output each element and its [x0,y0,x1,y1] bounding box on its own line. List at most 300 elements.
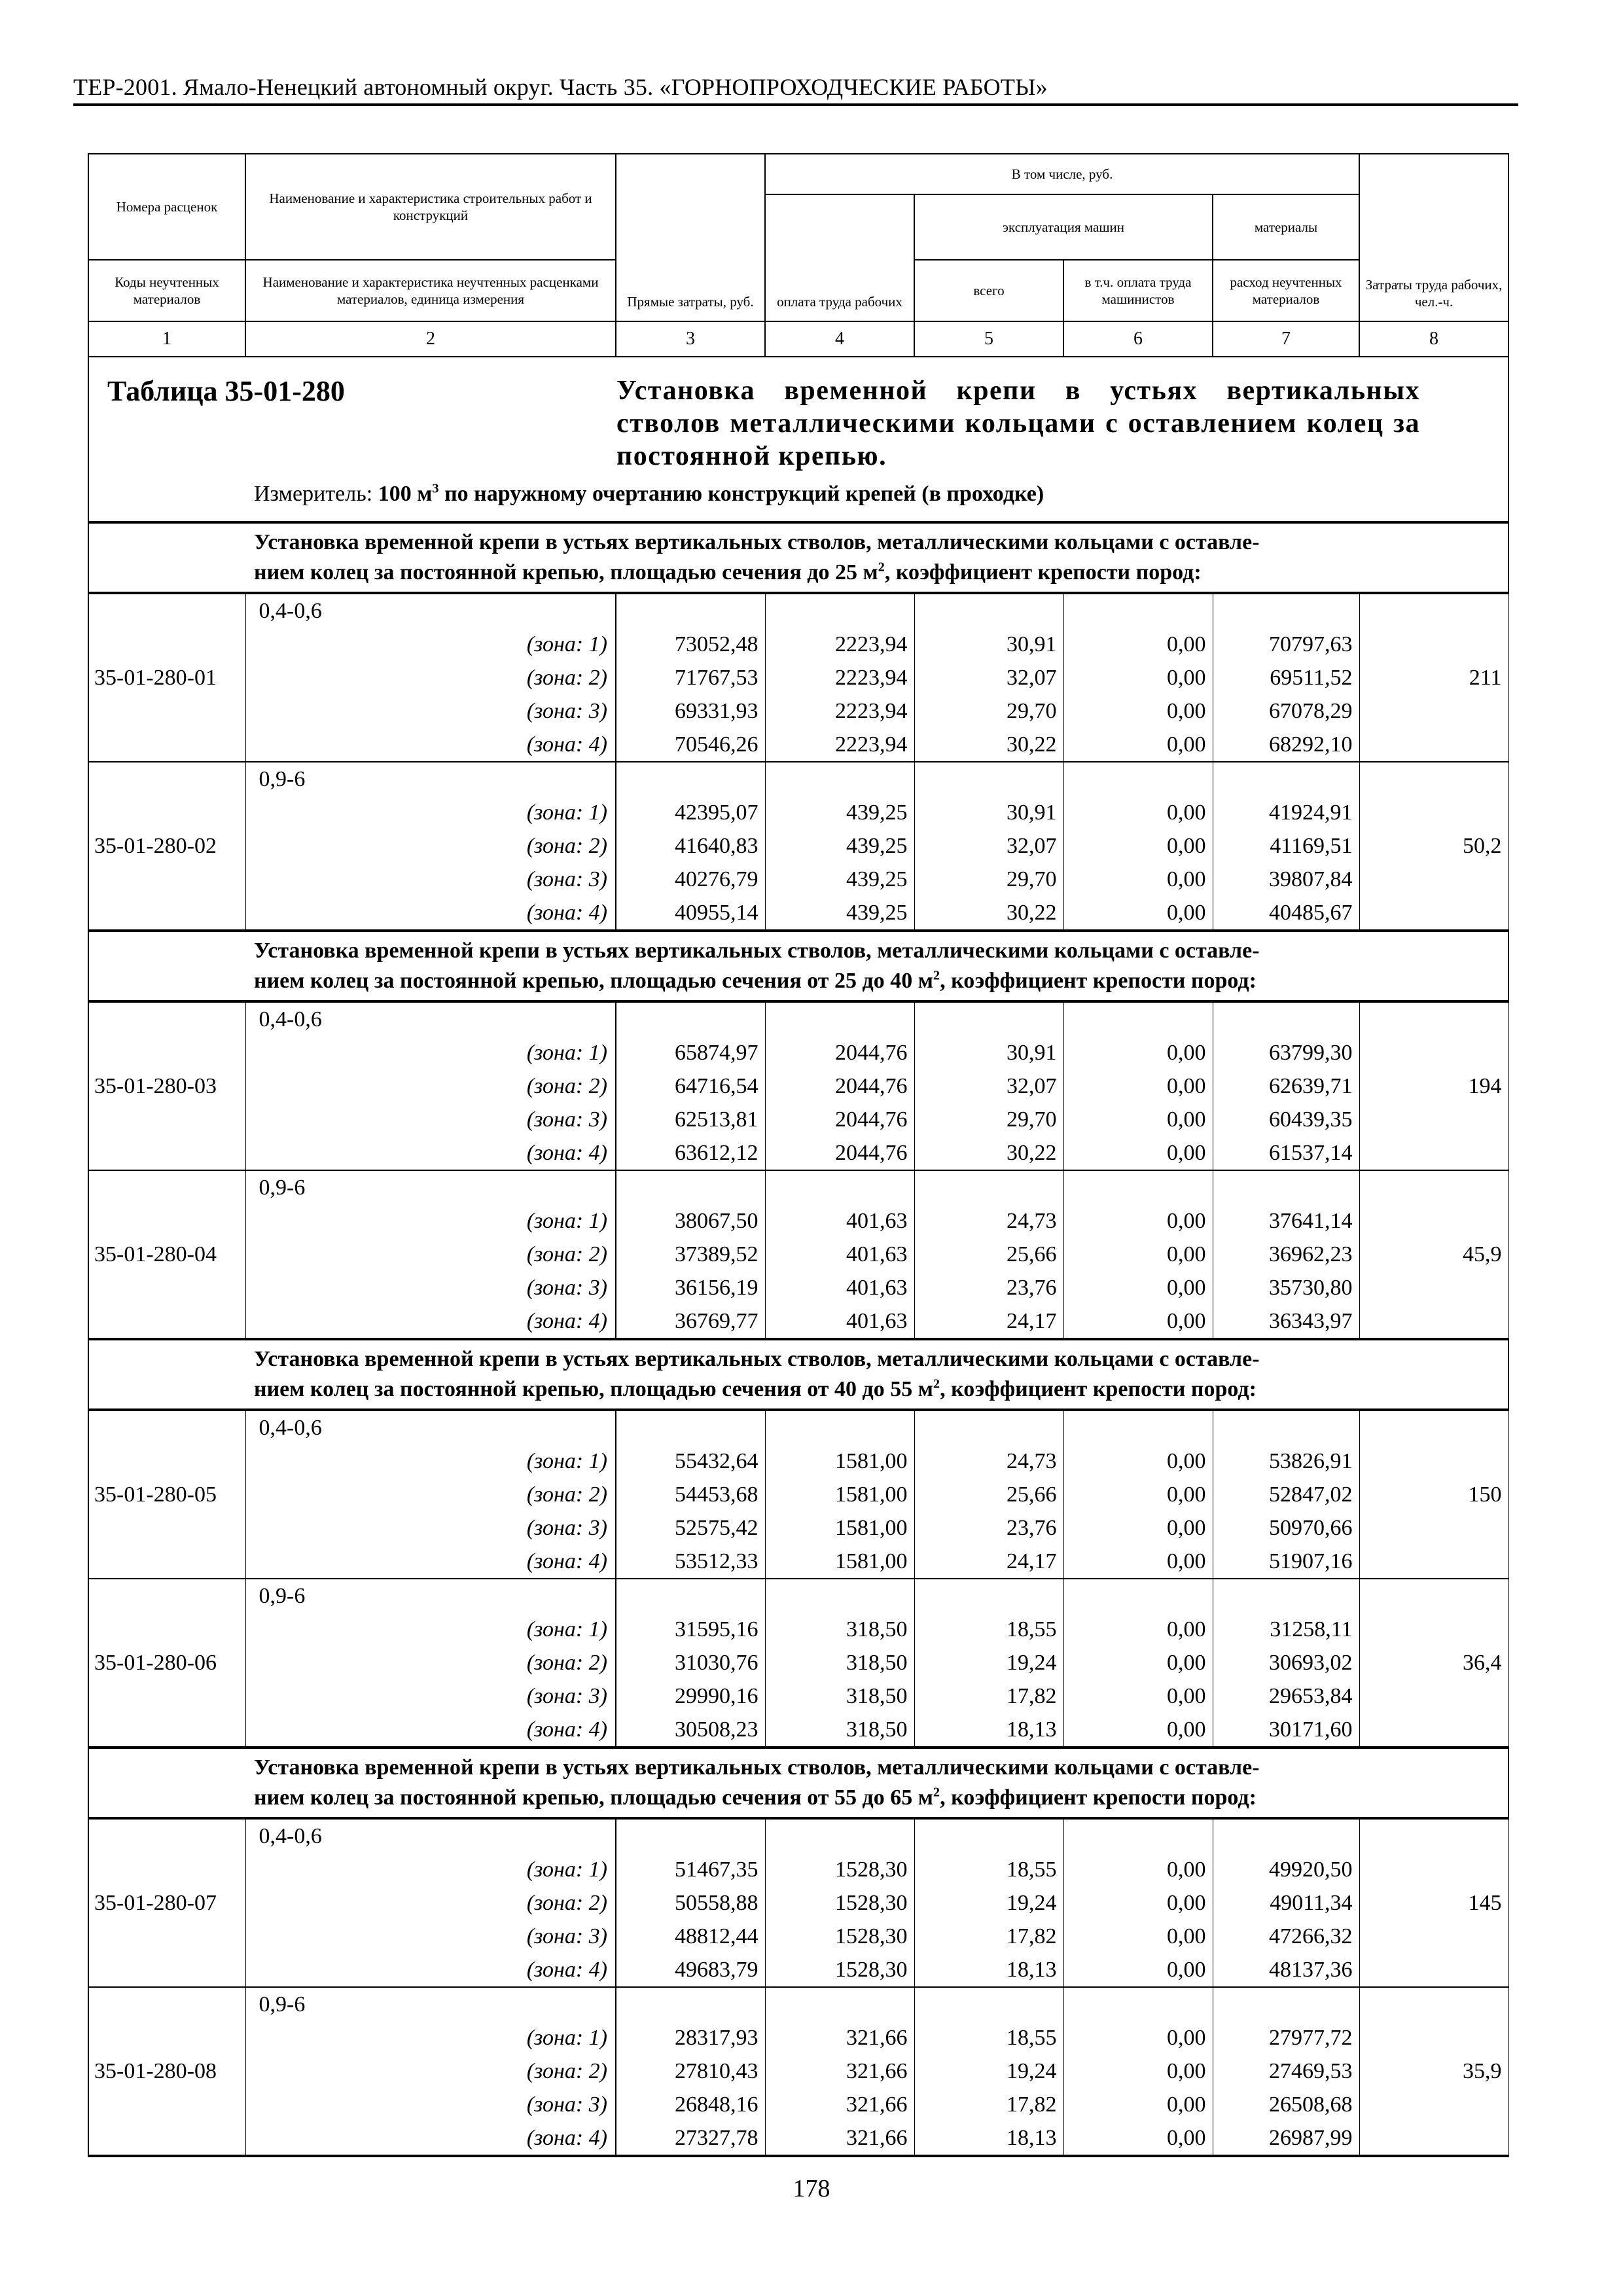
cell-operators [1063,1001,1213,1170]
cell-direct [616,1579,765,1748]
cell-operators [1063,1579,1213,1748]
value-materials: 52847,02 [1269,1482,1353,1507]
value-wages: 1581,00 [835,1482,908,1507]
value-wages: 2044,76 [835,1107,908,1132]
value-machines: 30,22 [1007,1141,1057,1165]
rock-coefficient: 0,9-6 [259,1992,306,2017]
header-col3: Прямые затраты, руб. [616,154,765,321]
zone-label: (зона: 2) [526,666,607,690]
value-machines: 23,76 [1007,1516,1057,1540]
value-machines: 18,13 [1007,1717,1057,1742]
rate-code [88,762,245,931]
value-operators: 0,00 [1167,800,1206,825]
value-wages: 401,63 [846,1209,908,1233]
zone-label: (зона: 4) [526,2126,607,2150]
value-materials: 67078,29 [1269,699,1353,723]
value-operators: 0,00 [1167,901,1206,925]
rate-code-text: 35-01-280-05 [94,1482,217,1507]
value-operators: 0,00 [1167,2092,1206,2117]
table-row [88,1579,1508,1748]
section-line-2-tail: , коэффициент крепости пород: [940,1377,1257,1401]
section-line-2-tail: , коэффициент крепости пород: [940,1785,1257,1810]
table-number: Таблица 35-01-280 [107,375,345,407]
value-machines: 17,82 [1007,1924,1057,1948]
value-materials: 60439,35 [1269,1107,1353,1132]
zone-label: (зона: 3) [526,867,607,891]
cell-operators [1063,762,1213,931]
value-machines: 19,24 [1007,1651,1057,1675]
column-number: 3 [616,321,765,357]
value-direct: 40955,14 [675,901,758,925]
value-machines: 30,91 [1007,800,1057,825]
cell-operators [1063,1410,1213,1579]
value-direct: 27327,78 [675,2126,758,2150]
section-heading [88,931,1508,1001]
zone-label: (зона: 2) [526,1074,607,1098]
zone-label: (зона: 1) [526,800,607,825]
cell-wages [765,1987,914,2156]
cell-labor [1359,1818,1508,1987]
value-labor: 150 [1468,1482,1502,1507]
value-labor: 35,9 [1463,2059,1502,2083]
header-col1-bottom: Коды неучтенных материалов [88,260,245,321]
cell-wages [765,593,914,762]
value-operators: 0,00 [1167,1891,1206,1915]
header-rule [73,103,1518,106]
value-wages: 321,66 [846,2126,908,2150]
value-wages: 318,50 [846,1684,908,1708]
value-materials: 31258,11 [1270,1617,1353,1641]
table-title-block [88,357,1508,522]
value-machines: 32,07 [1007,834,1057,858]
value-machines: 29,70 [1007,1107,1057,1132]
price-table [88,153,1509,2157]
value-machines: 29,70 [1007,699,1057,723]
value-machines: 19,24 [1007,1891,1057,1915]
rate-code [88,1170,245,1339]
value-operators: 0,00 [1167,1482,1206,1507]
value-wages: 401,63 [846,1309,908,1333]
cell-machines [914,762,1063,931]
cell-direct [616,1818,765,1987]
cell-direct [616,762,765,931]
cell-labor [1359,762,1508,931]
cell-operators [1063,1818,1213,1987]
section-heading [88,1748,1508,1818]
value-wages: 318,50 [846,1717,908,1742]
value-machines: 18,55 [1007,1617,1057,1641]
cell-labor [1359,1579,1508,1748]
value-wages: 401,63 [846,1242,908,1266]
value-operators: 0,00 [1167,1449,1206,1473]
measure-sup: 3 [432,481,439,496]
zone-label: (зона: 4) [526,732,607,757]
value-operators: 0,00 [1167,1924,1206,1948]
value-materials: 26987,99 [1269,2126,1353,2150]
value-operators: 0,00 [1167,1651,1206,1675]
cell-operators [1063,1987,1213,2156]
value-materials: 36962,23 [1269,1242,1353,1266]
value-operators: 0,00 [1167,1242,1206,1266]
value-operators: 0,00 [1167,834,1206,858]
value-operators: 0,00 [1167,1309,1206,1333]
zone-label: (зона: 3) [526,1516,607,1540]
value-machines: 24,17 [1007,1309,1057,1333]
column-number: 2 [245,321,616,357]
zone-label: (зона: 2) [526,1891,607,1915]
value-wages: 2223,94 [835,632,908,656]
zone-label: (зона: 3) [526,699,607,723]
rate-code [88,1001,245,1170]
section-line-1: Установка временной крепи в устьях вертикальных стволов, металлическими кольцами с оставле- [254,939,1260,963]
section-row [88,931,1508,1001]
value-direct: 31595,16 [675,1617,758,1641]
value-direct: 31030,76 [675,1651,758,1675]
value-wages: 401,63 [846,1276,908,1300]
measure-line [254,482,1044,507]
value-operators: 0,00 [1167,666,1206,690]
value-labor: 145 [1468,1891,1502,1915]
value-wages: 439,25 [846,834,908,858]
value-materials: 30693,02 [1269,1651,1353,1675]
value-direct: 29990,16 [675,1684,758,1708]
value-materials: 37641,14 [1269,1209,1353,1233]
column-number: 1 [88,321,245,357]
table-title: Установка временной крепи в устьях вертикальных стволов металлическими кольцами с оставлением колец за постоянной крепью. [616,376,1420,471]
zone-label: (зона: 1) [526,632,607,656]
value-operators: 0,00 [1167,699,1206,723]
value-wages: 1581,00 [835,1549,908,1573]
cell-direct [616,593,765,762]
value-direct: 28317,93 [675,2026,758,2050]
column-number: 7 [1213,321,1359,357]
value-direct: 65874,97 [675,1041,758,1065]
value-machines: 17,82 [1007,2092,1057,2117]
table-row [88,762,1508,931]
zone-label: (зона: 4) [526,1958,607,1982]
cell-wages [765,1410,914,1579]
value-direct: 38067,50 [675,1209,758,1233]
section-line-2-text: нием колец за постоянной крепью, площадью сечения до 25 м [254,560,878,584]
value-operators: 0,00 [1167,1958,1206,1982]
value-direct: 62513,81 [675,1107,758,1132]
value-materials: 53826,91 [1269,1449,1353,1473]
value-materials: 26508,68 [1269,2092,1353,2117]
cell-wages [765,1579,914,1748]
cell-direct [616,1001,765,1170]
value-direct: 55432,64 [675,1449,758,1473]
value-materials: 40485,67 [1269,901,1353,925]
value-materials: 35730,80 [1269,1276,1353,1300]
section-line-2-sup: 2 [933,968,940,983]
value-wages: 2044,76 [835,1074,908,1098]
section-heading [88,1339,1508,1410]
value-machines: 32,07 [1007,1074,1057,1098]
section-line-1: Установка временной крепи в устьях вертикальных стволов, металлическими кольцами с оставле- [254,1347,1260,1371]
zone-label: (зона: 1) [526,1209,607,1233]
cell-materials [1213,1579,1359,1748]
value-wages: 2223,94 [835,699,908,723]
value-wages: 321,66 [846,2092,908,2117]
rate-description [245,1170,616,1339]
zone-label: (зона: 3) [526,1684,607,1708]
header-col2-bottom: Наименование и характеристика неучтенных расценками материалов, единица измерения [245,260,616,321]
header-col8: Затраты труда рабочих, чел.-ч. [1359,154,1508,321]
zone-label: (зона: 3) [526,1107,607,1132]
value-operators: 0,00 [1167,867,1206,891]
rate-description [245,1818,616,1987]
cell-materials [1213,593,1359,762]
value-labor: 211 [1469,666,1502,690]
value-operators: 0,00 [1167,1717,1206,1742]
value-materials: 70797,63 [1269,632,1353,656]
value-wages: 2223,94 [835,732,908,757]
zone-label: (зона: 3) [526,1276,607,1300]
value-direct: 41640,83 [675,834,758,858]
rate-code [88,1410,245,1579]
rate-description [245,1410,616,1579]
column-number: 4 [765,321,914,357]
zone-label: (зона: 2) [526,1242,607,1266]
value-materials: 41169,51 [1270,834,1353,858]
section-line-2-sup: 2 [933,1785,940,1800]
value-materials: 36343,97 [1269,1309,1353,1333]
value-machines: 25,66 [1007,1482,1057,1507]
value-wages: 1581,00 [835,1516,908,1540]
section-line-2-text: нием колец за постоянной крепью, площадью сечения от 55 до 65 м [254,1785,933,1810]
rate-code-text: 35-01-280-06 [94,1651,217,1675]
measure-value: 100 м [378,482,433,506]
value-wages: 321,66 [846,2059,908,2083]
value-machines: 18,55 [1007,2026,1057,2050]
value-wages: 1581,00 [835,1449,908,1473]
value-wages: 1528,30 [835,1958,908,1982]
section-line-2-sup: 2 [878,560,885,575]
rate-description [245,1987,616,2156]
rate-code-text: 35-01-280-02 [94,834,217,858]
cell-machines [914,593,1063,762]
cell-labor [1359,1170,1508,1339]
rock-coefficient: 0,4-0,6 [259,1416,322,1440]
cell-direct [616,1170,765,1339]
value-materials: 49920,50 [1269,1857,1353,1882]
zone-label: (зона: 3) [526,1924,607,1948]
value-materials: 41924,91 [1269,800,1353,825]
value-operators: 0,00 [1167,1857,1206,1882]
value-direct: 37389,52 [675,1242,758,1266]
section-line-1: Установка временной крепи в устьях вертикальных стволов, металлическими кольцами с оставле- [254,530,1260,554]
value-labor: 36,4 [1463,1651,1502,1675]
value-operators: 0,00 [1167,1549,1206,1573]
table-row [88,1818,1508,1987]
header-materials-label: материалы [1213,194,1359,260]
rock-coefficient: 0,9-6 [259,767,306,791]
value-direct: 36769,77 [675,1309,758,1333]
value-wages: 1528,30 [835,1891,908,1915]
rate-description [245,762,616,931]
value-operators: 0,00 [1167,1276,1206,1300]
header-col1-top: Номера расценок [88,154,245,260]
value-operators: 0,00 [1167,1617,1206,1641]
value-materials: 69511,52 [1270,666,1353,690]
rate-code-text: 35-01-280-01 [94,666,217,690]
value-direct: 42395,07 [675,800,758,825]
cell-materials [1213,1001,1359,1170]
cell-machines [914,1818,1063,1987]
value-machines: 23,76 [1007,1276,1057,1300]
value-machines: 18,13 [1007,2126,1057,2150]
value-wages: 321,66 [846,2026,908,2050]
value-materials: 62639,71 [1269,1074,1353,1098]
zone-label: (зона: 1) [526,1449,607,1473]
value-direct: 51467,35 [675,1857,758,1882]
cell-materials [1213,1818,1359,1987]
value-machines: 30,22 [1007,901,1057,925]
value-operators: 0,00 [1167,2059,1206,2083]
section-row [88,1339,1508,1410]
rate-code [88,1818,245,1987]
value-machines: 30,22 [1007,732,1057,757]
value-materials: 49011,34 [1270,1891,1353,1915]
value-direct: 36156,19 [675,1276,758,1300]
column-number: 8 [1359,321,1508,357]
value-materials: 27469,53 [1269,2059,1353,2083]
rate-description [245,593,616,762]
cell-wages [765,1001,914,1170]
rock-coefficient: 0,4-0,6 [259,1824,322,1848]
value-wages: 318,50 [846,1617,908,1641]
section-line-2-sup: 2 [933,1376,940,1391]
value-operators: 0,00 [1167,1041,1206,1065]
rate-code [88,593,245,762]
section-line-2-text: нием колец за постоянной крепью, площадью сечения от 25 до 40 м [254,969,933,993]
value-wages: 2044,76 [835,1041,908,1065]
table-row [88,1001,1508,1170]
rock-coefficient: 0,4-0,6 [259,599,322,623]
zone-label: (зона: 4) [526,1309,607,1333]
column-number: 5 [914,321,1063,357]
value-machines: 32,07 [1007,666,1057,690]
value-operators: 0,00 [1167,2126,1206,2150]
cell-machines [914,1170,1063,1339]
cell-materials [1213,1987,1359,2156]
value-operators: 0,00 [1167,1684,1206,1708]
value-materials: 29653,84 [1269,1684,1353,1708]
value-materials: 48137,36 [1269,1958,1353,1982]
header-col7: расход неучтенных материалов [1213,260,1359,321]
section-row [88,1748,1508,1818]
value-machines: 18,55 [1007,1857,1057,1882]
zone-label: (зона: 3) [526,2092,607,2117]
measure-rest: по наружному очертанию конструкций крепей (в проходке) [444,482,1044,506]
cell-wages [765,1818,914,1987]
value-wages: 318,50 [846,1651,908,1675]
value-wages: 439,25 [846,800,908,825]
value-direct: 48812,44 [675,1924,758,1948]
value-wages: 439,25 [846,867,908,891]
value-materials: 50970,66 [1269,1516,1353,1540]
value-direct: 50558,88 [675,1891,758,1915]
rate-code [88,1987,245,2156]
value-operators: 0,00 [1167,1209,1206,1233]
value-direct: 63612,12 [675,1141,758,1165]
section-heading [88,522,1508,593]
cell-direct [616,1410,765,1579]
value-operators: 0,00 [1167,2026,1206,2050]
header-col2-top: Наименование и характеристика строительных работ и конструкций [245,154,616,260]
cell-wages [765,1170,914,1339]
value-direct: 40276,79 [675,867,758,891]
section-row [88,522,1508,593]
value-materials: 27977,72 [1269,2026,1353,2050]
cell-materials [1213,1410,1359,1579]
value-materials: 30171,60 [1269,1717,1353,1742]
cell-machines [914,1987,1063,2156]
table-row [88,1410,1508,1579]
measure-label: Измеритель: [254,482,373,506]
header-group-label: В том числе, руб. [765,154,1359,194]
cell-operators [1063,593,1213,762]
cell-materials [1213,1170,1359,1339]
value-operators: 0,00 [1167,1141,1206,1165]
section-line-2 [254,966,1508,996]
cell-labor [1359,1410,1508,1579]
header-col5: всего [914,260,1063,321]
cell-direct [616,1987,765,2156]
value-wages: 1528,30 [835,1924,908,1948]
value-labor: 50,2 [1463,834,1502,858]
value-direct: 54453,68 [675,1482,758,1507]
section-line-2-text: нием колец за постоянной крепью, площадью сечения от 40 до 55 м [254,1377,933,1401]
value-direct: 64716,54 [675,1074,758,1098]
section-line-2 [254,1374,1508,1405]
value-operators: 0,00 [1167,1074,1206,1098]
zone-label: (зона: 1) [526,1617,607,1641]
cell-machines [914,1579,1063,1748]
value-direct: 69331,93 [675,699,758,723]
value-machines: 19,24 [1007,2059,1057,2083]
cell-wages [765,762,914,931]
header-col6: в т.ч. оплата труда машинистов [1063,260,1213,321]
section-line-2-tail: , коэффициент крепости пород: [940,969,1257,993]
zone-label: (зона: 2) [526,834,607,858]
value-direct: 49683,79 [675,1958,758,1982]
rate-code [88,1579,245,1748]
section-line-1: Установка временной крепи в устьях вертикальных стволов, металлическими кольцами с оставле- [254,1755,1260,1780]
value-materials: 68292,10 [1269,732,1353,757]
rock-coefficient: 0,9-6 [259,1175,306,1200]
value-machines: 24,73 [1007,1449,1057,1473]
section-line-2-tail: , коэффициент крепости пород: [884,560,1202,584]
value-machines: 30,91 [1007,632,1057,656]
value-wages: 2223,94 [835,666,908,690]
value-machines: 24,17 [1007,1549,1057,1573]
value-wages: 439,25 [846,901,908,925]
zone-label: (зона: 1) [526,1857,607,1882]
value-operators: 0,00 [1167,1516,1206,1540]
value-machines: 29,70 [1007,867,1057,891]
zone-label: (зона: 4) [526,1717,607,1742]
value-labor: 194 [1468,1074,1502,1098]
page-number: 178 [793,2175,830,2202]
value-operators: 0,00 [1167,732,1206,757]
value-materials: 47266,32 [1269,1924,1353,1948]
rate-code-text: 35-01-280-04 [94,1242,217,1266]
table-row [88,1170,1508,1339]
cell-machines [914,1410,1063,1579]
zone-label: (зона: 2) [526,2059,607,2083]
value-operators: 0,00 [1167,632,1206,656]
